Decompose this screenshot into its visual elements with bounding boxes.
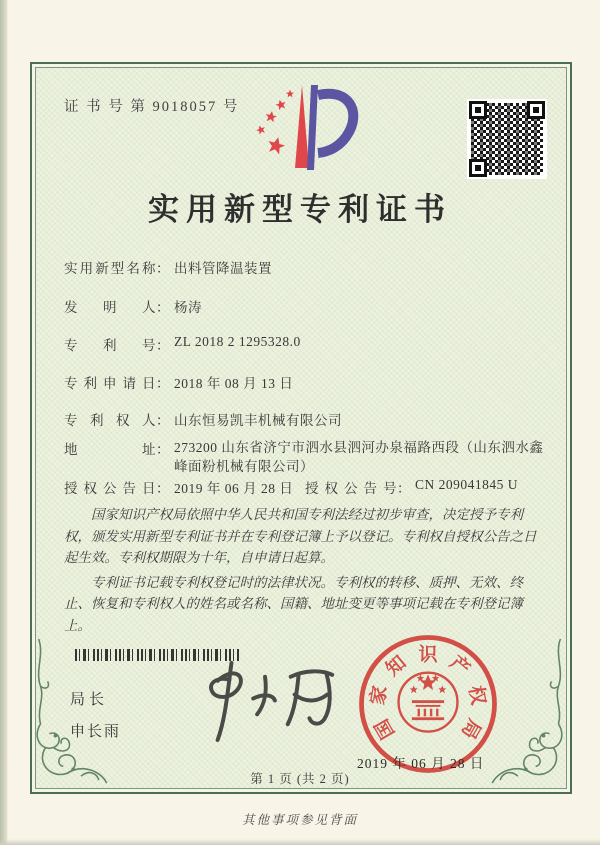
qr-code xyxy=(467,99,547,179)
cnipa-logo-icon xyxy=(238,80,370,178)
field-label: 专利权人 xyxy=(64,413,156,428)
field-inventor xyxy=(64,296,202,316)
seal-date: 2019 年 06 月 28 日 xyxy=(357,756,485,771)
scan-edge-shadow xyxy=(0,0,8,845)
field-value: 2019 年 06 月 28 日 xyxy=(174,481,294,496)
field-label: 专利申请日 xyxy=(64,376,156,391)
svg-text:产: 产 xyxy=(445,652,474,681)
field-filing-date xyxy=(64,372,293,392)
svg-text:家: 家 xyxy=(367,684,392,707)
field-colon: ： xyxy=(397,481,411,496)
legal-paragraph-2: 专利证书记载专利权登记时的法律状况。专利权的转移、质押、无效、终止、恢复和专利权人的姓名或名称、国籍、地址变更等事项记载在专利登记簿上。 xyxy=(64,574,523,633)
field-label: 专利号 xyxy=(64,338,156,353)
director-role: 局长 xyxy=(70,691,109,708)
director-name: 申长雨 xyxy=(70,723,122,740)
scan-bottom-shadow xyxy=(0,839,600,845)
field-colon: ： xyxy=(156,481,170,496)
svg-text:国: 国 xyxy=(371,715,400,743)
field-label: 发明人 xyxy=(64,300,156,315)
seal-agency-text xyxy=(366,642,491,742)
field-value: ZL 2018 2 1295328.0 xyxy=(174,334,301,349)
field-address xyxy=(64,438,552,476)
flourish-bottom-left xyxy=(31,637,141,790)
field-patent-number xyxy=(64,334,301,354)
field-label: 实用新型名称 xyxy=(64,261,156,276)
svg-text:局: 局 xyxy=(456,715,485,743)
logo-red-wedge xyxy=(295,85,309,168)
field-label: 地址 xyxy=(64,442,156,457)
field-patentee xyxy=(64,409,342,429)
certificate-number: 证 书 号 第 9018057 号 xyxy=(64,99,240,115)
field-colon: ： xyxy=(156,413,170,428)
qr-finder-bottomleft xyxy=(469,159,487,177)
field-value: CN 209041845 U xyxy=(415,477,519,492)
field-colon: ： xyxy=(156,442,170,457)
logo-stars xyxy=(255,90,294,156)
field-utility-model-name xyxy=(64,257,272,277)
field-colon: ： xyxy=(156,300,170,315)
field-value: 杨涛 xyxy=(174,300,202,315)
field-label: 授权公告号 xyxy=(305,481,397,496)
logo-p-bowl xyxy=(318,94,353,153)
field-colon: ： xyxy=(156,261,170,276)
field-grant-number xyxy=(305,477,518,497)
field-colon: ： xyxy=(156,338,170,353)
qr-finder-topleft xyxy=(469,101,487,119)
national-emblem-icon xyxy=(399,673,458,732)
field-label: 授权公告日 xyxy=(64,481,156,496)
field-grant-date xyxy=(64,477,293,497)
logo-purple-bar xyxy=(307,85,318,170)
director-signature xyxy=(188,652,346,748)
legal-text xyxy=(64,504,544,639)
svg-text:权: 权 xyxy=(464,684,489,707)
certificate-title: 实用新型专利证书 xyxy=(148,192,452,227)
page-indicator: 第 1 页 (共 2 页) xyxy=(250,772,350,786)
field-value: 山东恒易凯丰机械有限公司 xyxy=(174,413,342,428)
qr-finder-topright xyxy=(527,101,545,119)
back-note: 其他事项参见背面 xyxy=(241,813,358,827)
field-value: 273200 山东省济宁市泗水县泗河办泉福路西段（山东泗水鑫峰面粉机械有限公司） xyxy=(174,440,544,474)
field-value: 2018 年 08 月 13 日 xyxy=(174,376,294,391)
field-value: 出料管降温装置 xyxy=(174,261,272,276)
field-colon: ： xyxy=(156,376,170,391)
legal-paragraph-1: 国家知识产权局依照中华人民共和国专利法经过初步审查，决定授予专利权，颁发实用新型专利证书并在专利登记簿上予以登记。专利权自授权公告之日起生效。专利权期限为十年，自申请日起算。 xyxy=(64,507,537,565)
svg-text:知: 知 xyxy=(382,652,411,681)
svg-text:识: 识 xyxy=(418,644,438,666)
